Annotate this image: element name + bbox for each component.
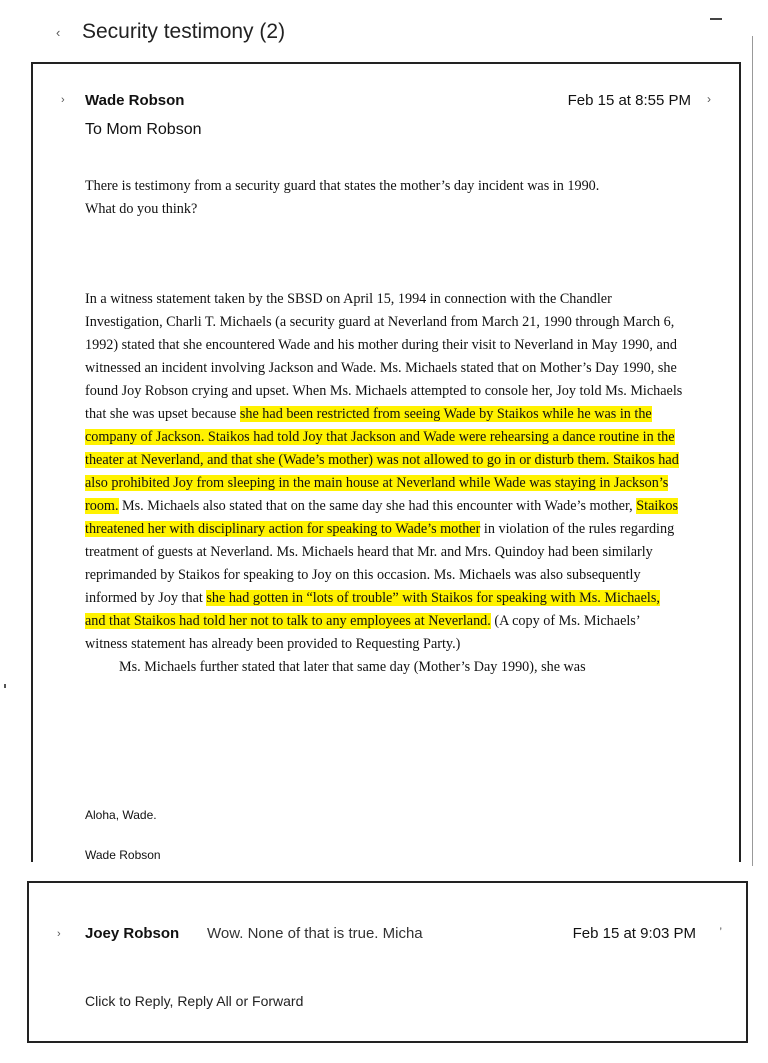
highlighted-text: she had been restricted from seeing Wade by Staikos while he was in the company of Jackson. Staikos had told Joy that Jackson and Wade were rehearsing a dance routine in the theater at Neverland, and that she (Wade’s mother) was not allowed to go in or disturb them. Staikos had also prohibited Joy from sleeping in the main house at Neverland while Wade was staying in Jackson’s room. xyxy=(85,406,679,514)
message-intro xyxy=(85,175,683,221)
more-options-icon[interactable]: › xyxy=(707,92,711,106)
quote-text: Ms. Michaels also stated that on the same day she had this encounter with Wade’s mother, xyxy=(118,498,637,514)
reply-sender: Joey Robson xyxy=(85,925,180,942)
message-collapse-icon[interactable]: › xyxy=(61,94,65,106)
reply-preview: Wow. None of that is true. Micha xyxy=(207,925,423,942)
reply-header[interactable] xyxy=(57,925,722,947)
intro-question: What do you think? xyxy=(85,201,198,217)
thread-title: Security testimony (2) xyxy=(82,20,286,43)
message-header[interactable] xyxy=(61,92,711,114)
intro-line: There is testimony from a security guard that states the mother’s day incident was in 1990. xyxy=(85,178,600,194)
scrollbar-track[interactable] xyxy=(752,36,753,866)
quote-text: (A copy of Ms. Michaels’ witness statement has already been provided to Requesting Party.) xyxy=(85,613,640,652)
reply-card xyxy=(27,881,748,1043)
signature: Wade Robson xyxy=(85,848,161,862)
quote-text: In a witness statement taken by the SBSD on April 15, 1994 in connection with the Chandler Investigation, Charli T. Michaels (a security guard at Neverland from March 21, 1990 through March 6, 1992) stated that she encountered Wade and his mother during their visit to Neverland in May 1990, and witnessed an incident involving Jackson and Wade. Ms. Michaels stated that on Mother’s Day 1990, she found Joy Robson crying and upset. When Ms. Michaels attempted to console her, Joy told Ms. Michaels that she was upset because xyxy=(85,291,683,422)
highlighted-text: Staikos threatened her with disciplinary action for speaking to Wade’s mother xyxy=(85,498,679,537)
edge-marker xyxy=(4,684,6,688)
quoted-statement xyxy=(85,288,683,679)
message-date: Feb 15 at 8:55 PM xyxy=(567,92,691,109)
minimize-icon[interactable] xyxy=(710,18,722,20)
reply-actions-link[interactable]: Click to Reply, Reply All or Forward xyxy=(85,993,304,1009)
reply-date: Feb 15 at 9:03 PM xyxy=(572,925,696,942)
thread-header xyxy=(56,16,285,48)
highlighted-text: she had gotten in “lots of trouble” with Staikos for speaking with Ms. Michaels, and that Staikos had told her not to talk to any employees at Neverland. xyxy=(85,590,660,629)
recipient-line: To Mom Robson xyxy=(85,121,202,138)
sender-name: Wade Robson xyxy=(85,92,185,109)
message-card xyxy=(31,62,741,862)
reply-expand-icon[interactable]: › xyxy=(57,928,61,940)
reply-options-icon[interactable]: ’ xyxy=(719,925,722,939)
closing-line: Aloha, Wade. xyxy=(85,808,157,822)
quote-text: in violation of the rules regarding treatment of guests at Neverland. Ms. Michaels heard that Mr. and Mrs. Quindoy had been similarly reprimanded by Staikos for speaking to Joy on this occasion. Ms. Michaels was also subsequently informed by Joy that xyxy=(85,521,675,606)
collapse-chevron-icon[interactable]: ‹ xyxy=(56,24,61,40)
quote-paragraph-2: Ms. Michaels further stated that later that same day (Mother’s Day 1990), she was xyxy=(119,659,586,675)
quote-paragraph xyxy=(85,288,683,656)
